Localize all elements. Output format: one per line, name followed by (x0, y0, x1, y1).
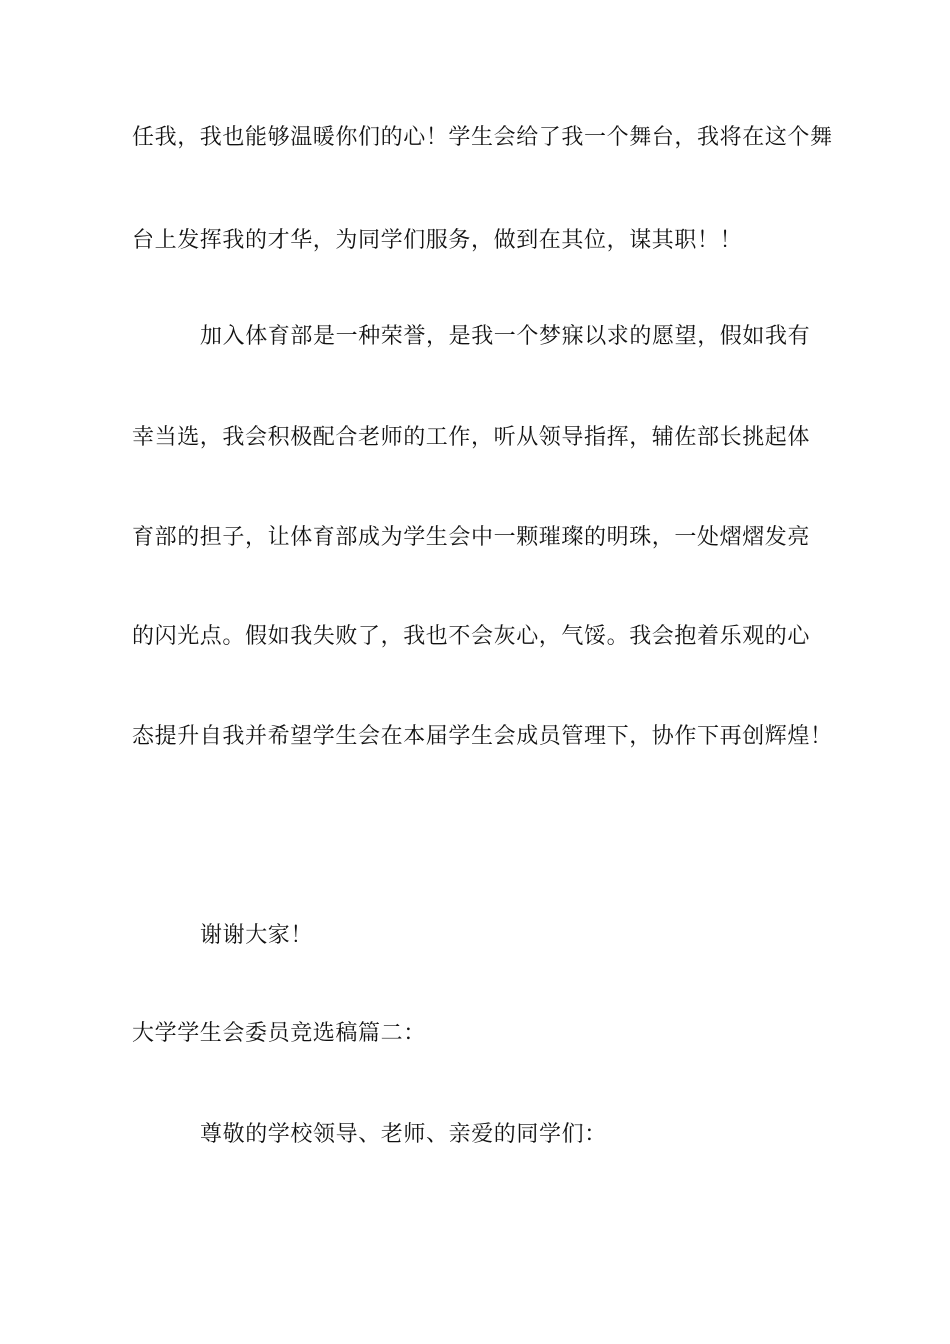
paragraph-2-line-4: 的闪光点。假如我失败了，我也不会灰心，气馁。我会抱着乐观的心 (132, 624, 811, 649)
paragraph-2-line-2: 幸当选，我会积极配合老师的工作，听从领导指挥，辅佐部长挑起体 (132, 425, 811, 450)
paragraph-2-line-1: 加入体育部是一种荣誉，是我一个梦寐以求的愿望，假如我有 (200, 324, 811, 349)
paragraph-2-line-3: 育部的担子，让体育部成为学生会中一颗璀璨的明珠，一处熠熠发亮 (132, 525, 811, 550)
greeting-line: 尊敬的学校领导、老师、亲爱的同学们： (200, 1122, 607, 1147)
paragraph-1-line-1: 任我，我也能够温暖你们的心！学生会给了我一个舞台，我将在这个舞 (132, 125, 833, 150)
paragraph-1-line-2: 台上发挥我的才华，为同学们服务，做到在其位，谋其职！！ (132, 228, 743, 253)
section-title: 大学学生会委员竞选稿篇二： (132, 1021, 426, 1046)
thanks-line: 谢谢大家！ (200, 923, 314, 948)
paragraph-2-line-5: 态提升自我并希望学生会在本届学生会成员管理下，协作下再创辉煌！ (132, 724, 833, 749)
